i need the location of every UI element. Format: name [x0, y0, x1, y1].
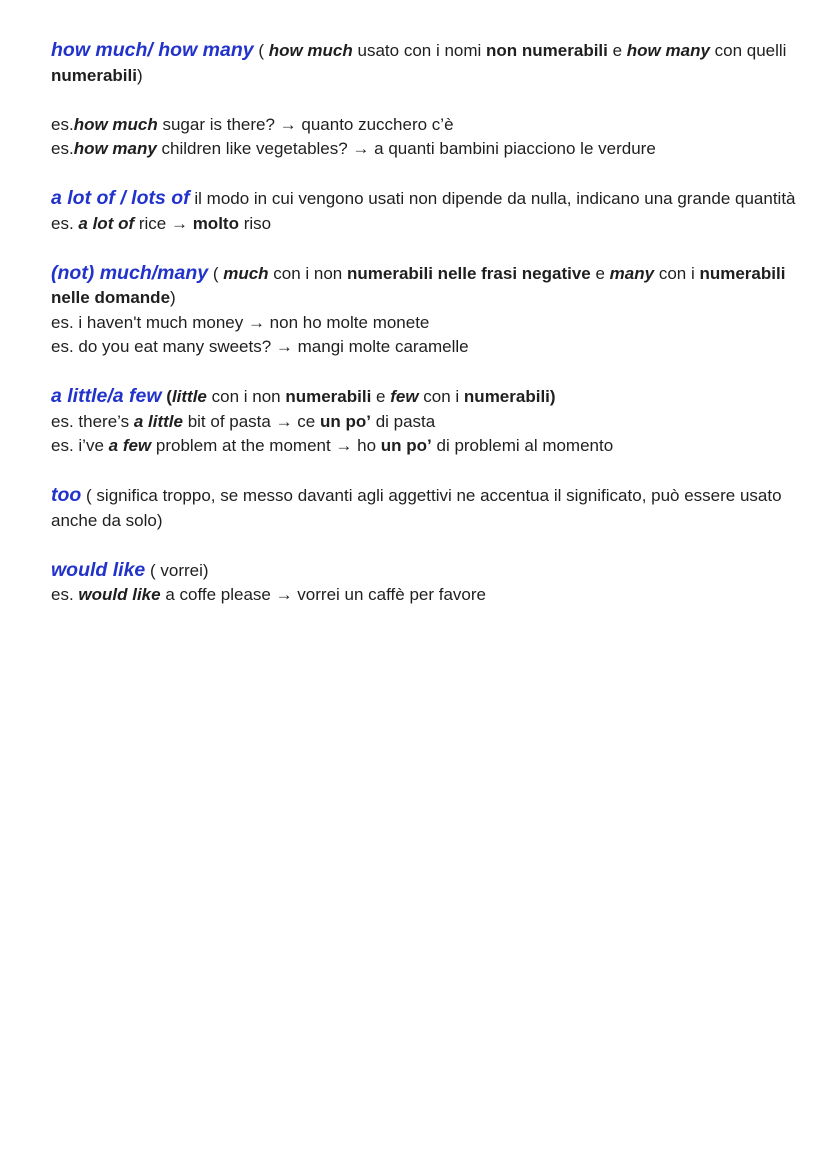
text-segment: es.	[51, 213, 79, 233]
section-intro	[51, 38, 801, 88]
example-line	[51, 212, 801, 237]
text-segment: es.	[51, 585, 79, 604]
text-segment: con quelli	[709, 41, 787, 60]
section-intro	[51, 384, 801, 410]
section-spacer	[51, 533, 801, 558]
section-spacer	[51, 459, 801, 484]
text-segment: few	[390, 387, 419, 406]
text-segment: (	[208, 263, 224, 283]
text-segment: sugar is there? → quanto zucchero c’è	[157, 114, 454, 134]
text-segment: a little	[133, 411, 183, 431]
text-segment: numerabili	[51, 65, 137, 85]
example-line	[51, 311, 801, 336]
example-line	[51, 410, 801, 435]
text-segment: usato con i nomi	[352, 41, 487, 60]
text-segment: numerabili nelle frasi negative	[347, 263, 591, 283]
text-segment: many	[609, 263, 655, 283]
text-segment: un po’	[319, 411, 371, 431]
text-segment: rice →	[134, 213, 193, 233]
section-heading: (not) much/many	[51, 261, 209, 284]
text-segment: ( significa troppo, se messo davanti agli aggettivi ne accentua il significato, può essere usato anche da solo)	[51, 486, 782, 530]
example-line	[51, 335, 801, 360]
text-segment: (	[253, 41, 269, 60]
section-spacer	[51, 162, 801, 187]
text-segment: bit of pasta → ce	[182, 411, 320, 431]
section-intro	[51, 261, 801, 311]
text-segment: how much	[73, 114, 158, 134]
text-segment: a few	[108, 436, 152, 455]
section-a-lot-of-lots-of	[51, 186, 801, 236]
example-line	[51, 137, 801, 162]
text-segment: es.	[51, 114, 74, 134]
text-segment: would like	[78, 585, 161, 604]
text-segment: es. i’ve	[51, 436, 109, 455]
text-segment: di problemi al momento	[431, 436, 614, 455]
text-segment: how many	[73, 139, 157, 158]
text-segment: con i non	[206, 387, 286, 406]
text-segment: problem at the moment → ho	[151, 436, 381, 455]
text-segment: numerabili nelle domande	[51, 263, 786, 307]
section-heading: would like	[51, 558, 146, 581]
text-segment: es. do you eat many sweets? → mangi molte caramelle	[51, 337, 469, 356]
example-line	[51, 113, 801, 138]
section-too	[51, 483, 801, 533]
section-heading: too	[51, 484, 82, 506]
text-segment: molto	[192, 213, 239, 233]
text-segment: e	[607, 41, 627, 60]
text-segment: con i non	[268, 263, 347, 283]
text-segment: es. there’s	[51, 411, 134, 431]
text-segment: con i	[418, 387, 464, 406]
text-segment: e	[371, 387, 391, 406]
section-not-much-many	[51, 261, 801, 360]
example-line	[51, 583, 801, 608]
text-segment: how much	[268, 41, 353, 60]
text-segment: numerabili	[285, 387, 372, 406]
section-spacer	[51, 236, 801, 261]
section-intro	[51, 186, 801, 212]
section-heading: how much/ how many	[51, 39, 254, 61]
section-heading: a lot of / lots of	[51, 187, 190, 209]
text-segment: )	[136, 65, 143, 85]
section-intro	[51, 558, 801, 584]
section-heading: a little/a few	[51, 385, 162, 407]
section-how-much-how-many	[51, 38, 801, 162]
text-segment: es. i haven't much money → non ho molte monete	[51, 312, 430, 332]
section-intro	[51, 483, 801, 533]
example-line	[51, 434, 801, 459]
text-segment: much	[223, 263, 269, 283]
text-segment: )	[170, 288, 176, 307]
text-segment: di pasta	[370, 411, 436, 431]
section-would-like	[51, 558, 801, 608]
text-segment: es.	[51, 139, 74, 158]
text-segment: con i	[654, 263, 700, 283]
text-segment: how many	[626, 41, 710, 60]
section-a-little-a-few	[51, 384, 801, 459]
text-segment: ( vorrei)	[145, 560, 209, 580]
text-segment: un po’	[380, 436, 432, 455]
text-segment: a coffe please → vorrei un caffè per favore	[160, 585, 486, 604]
document-page	[51, 38, 801, 608]
text-segment: riso	[238, 213, 272, 233]
text-segment: a lot of	[78, 213, 135, 233]
text-segment: e	[590, 263, 610, 283]
text-segment: (	[161, 387, 172, 406]
text-segment: il modo in cui vengono usati non dipende da nulla, indicano una grande quantità	[189, 189, 796, 208]
section-spacer	[51, 360, 801, 385]
text-segment: children like vegetables? → a quanti bambini piacciono le verdure	[156, 139, 656, 158]
text-segment: little	[171, 387, 207, 406]
text-segment: non numerabili	[486, 41, 608, 60]
text-segment: numerabili)	[463, 387, 556, 406]
